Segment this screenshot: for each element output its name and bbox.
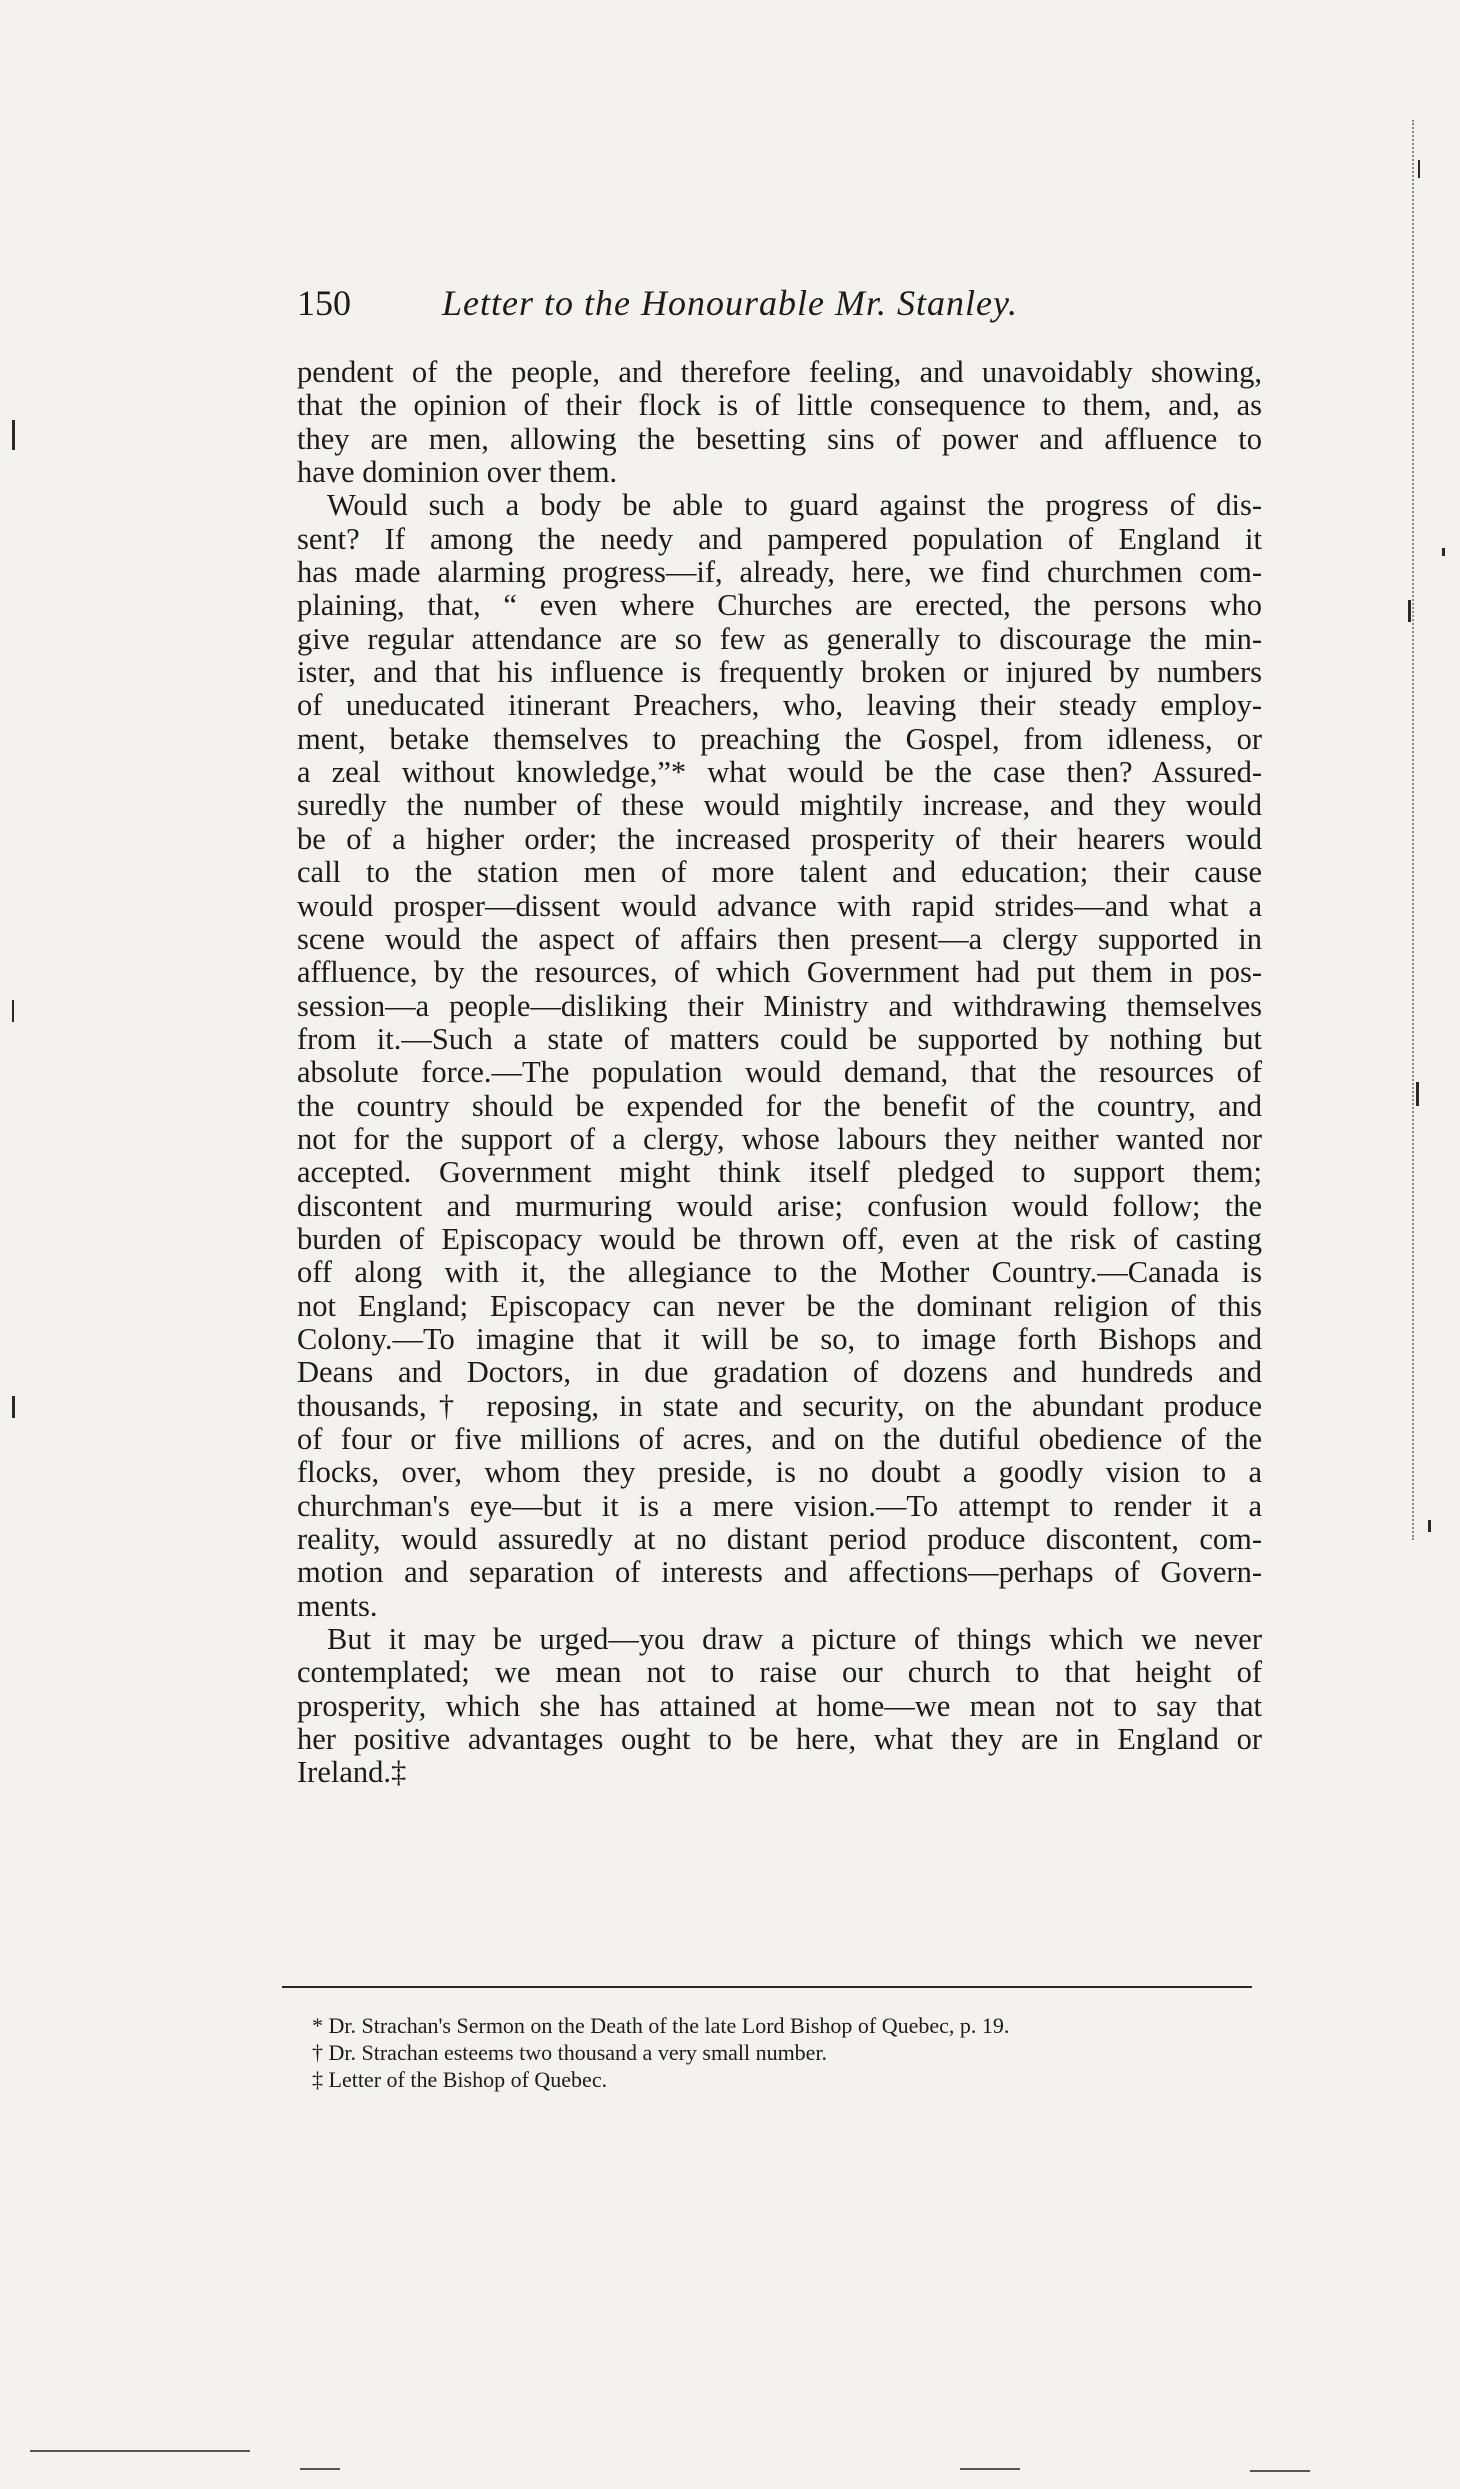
text-line: Ireland.‡ [297, 1755, 407, 1790]
footnotes [312, 2012, 1262, 2093]
text-line: plaining, that, “ even where Churches are erected, the persons who [297, 588, 1262, 623]
text-line: thousands,† reposing, in state and security, on the abundant produce [297, 1388, 1262, 1423]
scan-mark [1442, 548, 1445, 556]
text-line: Deans and Doctors, in due gradation of dozens and hundreds and [297, 1355, 1262, 1390]
text-line: motion and separation of interests and affections—perhaps of Govern- [297, 1555, 1262, 1590]
scan-smudge [300, 2468, 340, 2470]
text-line: call to the station men of more talent and education; their cause [297, 855, 1262, 890]
text-line: that the opinion of their flock is of little consequence to them, and, as [297, 388, 1262, 423]
text-line: sent? If among the needy and pampered population of England it [297, 521, 1262, 556]
text-line: not for the support of a clergy, whose labours they neither wanted nor [297, 1121, 1262, 1156]
text-line: burden of Episcopacy would be thrown off, even at the risk of casting [297, 1221, 1262, 1256]
text-line: scene would the aspect of affairs then present—a clergy supported in [297, 921, 1262, 956]
text-line: off along with it, the allegiance to the Mother Country.—Canada is [297, 1255, 1262, 1290]
text-line: ister, and that his influence is frequently broken or injured by numbers [297, 655, 1262, 690]
text-line: affluence, by the resources, of which Government had put them in pos- [297, 955, 1262, 990]
page-number: 150 [297, 283, 351, 323]
text-line: not England; Episcopacy can never be the dominant religion of this [297, 1288, 1262, 1323]
scan-mark [1428, 1520, 1431, 1532]
text-line: her positive advantages ought to be here, what they are in England or [297, 1722, 1262, 1757]
text-line: absolute force.—The population would demand, that the resources of [297, 1055, 1262, 1090]
text-line: they are men, allowing the besetting sins of power and affluence to [297, 421, 1262, 456]
running-head [297, 282, 1282, 330]
text-line: accepted. Government might think itself pledged to support them; [297, 1155, 1262, 1190]
text-line: of four or five millions of acres, and on the dutiful obedience of the [297, 1422, 1262, 1456]
text-line: suredly the number of these would mightily increase, and they would [297, 788, 1262, 823]
scan-edge-dots [1412, 120, 1414, 1540]
scan-mark [1416, 1082, 1419, 1106]
footnote-rule [282, 1986, 1252, 1988]
text-line: ment, betake themselves to preaching the Gospel, from idleness, or [297, 721, 1262, 756]
text-line: from it.—Such a state of matters could be supported by nothing but [297, 1021, 1262, 1056]
text-line: discontent and murmuring would arise; confusion would follow; the [297, 1188, 1262, 1223]
text-line: the country should be expended for the benefit of the country, and [297, 1088, 1262, 1123]
text-line: flocks, over, whom they preside, is no doubt a goodly vision to a [297, 1455, 1262, 1490]
text-line: But it may be urged—you draw a picture of things which we never [327, 1622, 1262, 1657]
text-line: have dominion over them. [297, 455, 618, 490]
scan-mark [12, 1000, 14, 1022]
text-line: has made alarming progress—if, already, here, we find churchmen com- [297, 555, 1262, 590]
text-line: Would such a body be able to guard against the progress of dis- [327, 488, 1262, 523]
text-line: of uneducated itinerant Preachers, who, leaving their steady employ- [297, 688, 1262, 723]
text-line: pendent of the people, and therefore feeling, and unavoidably showing, [297, 355, 1262, 389]
text-line: Colony.—To imagine that it will be so, to image forth Bishops and [297, 1321, 1262, 1356]
text-line: contemplated; we mean not to raise our church to that height of [297, 1655, 1262, 1690]
footnote: ‡ Letter of the Bishop of Quebec. [312, 2067, 608, 2092]
scan-mark [12, 420, 15, 450]
text-line: prosperity, which she has attained at home—we mean not to say that [297, 1688, 1262, 1723]
scan-mark [12, 1396, 15, 1418]
scan-mark [1408, 600, 1411, 622]
text-line: ments. [297, 1588, 378, 1623]
text-line: reality, would assuredly at no distant period produce discontent, com- [297, 1522, 1262, 1557]
text-line: churchman's eye—but it is a mere vision.—To attempt to render it a [297, 1488, 1262, 1523]
text-line: would prosper—dissent would advance with rapid strides—and what a [297, 888, 1262, 923]
scan-mark [1418, 160, 1420, 178]
scan-smudge [960, 2468, 1020, 2470]
footnote: † Dr. Strachan esteems two thousand a very small number. [312, 2040, 828, 2065]
scan-smudge [30, 2450, 250, 2452]
text-line: session—a people—disliking their Ministry and withdrawing themselves [297, 988, 1262, 1023]
running-title: Letter to the Honourable Mr. Stanley. [442, 283, 1018, 323]
text-line: give regular attendance are so few as generally to discourage the min- [297, 621, 1262, 656]
footnote: * Dr. Strachan's Sermon on the Death of the late Lord Bishop of Quebec, p. 19. [312, 2013, 1010, 2038]
text-line: a zeal without knowledge,”* what would be the case then? Assured- [297, 755, 1262, 790]
text-line: be of a higher order; the increased prosperity of their hearers would [297, 821, 1262, 856]
scan-smudge [1250, 2470, 1310, 2472]
body-text [297, 356, 1262, 1790]
